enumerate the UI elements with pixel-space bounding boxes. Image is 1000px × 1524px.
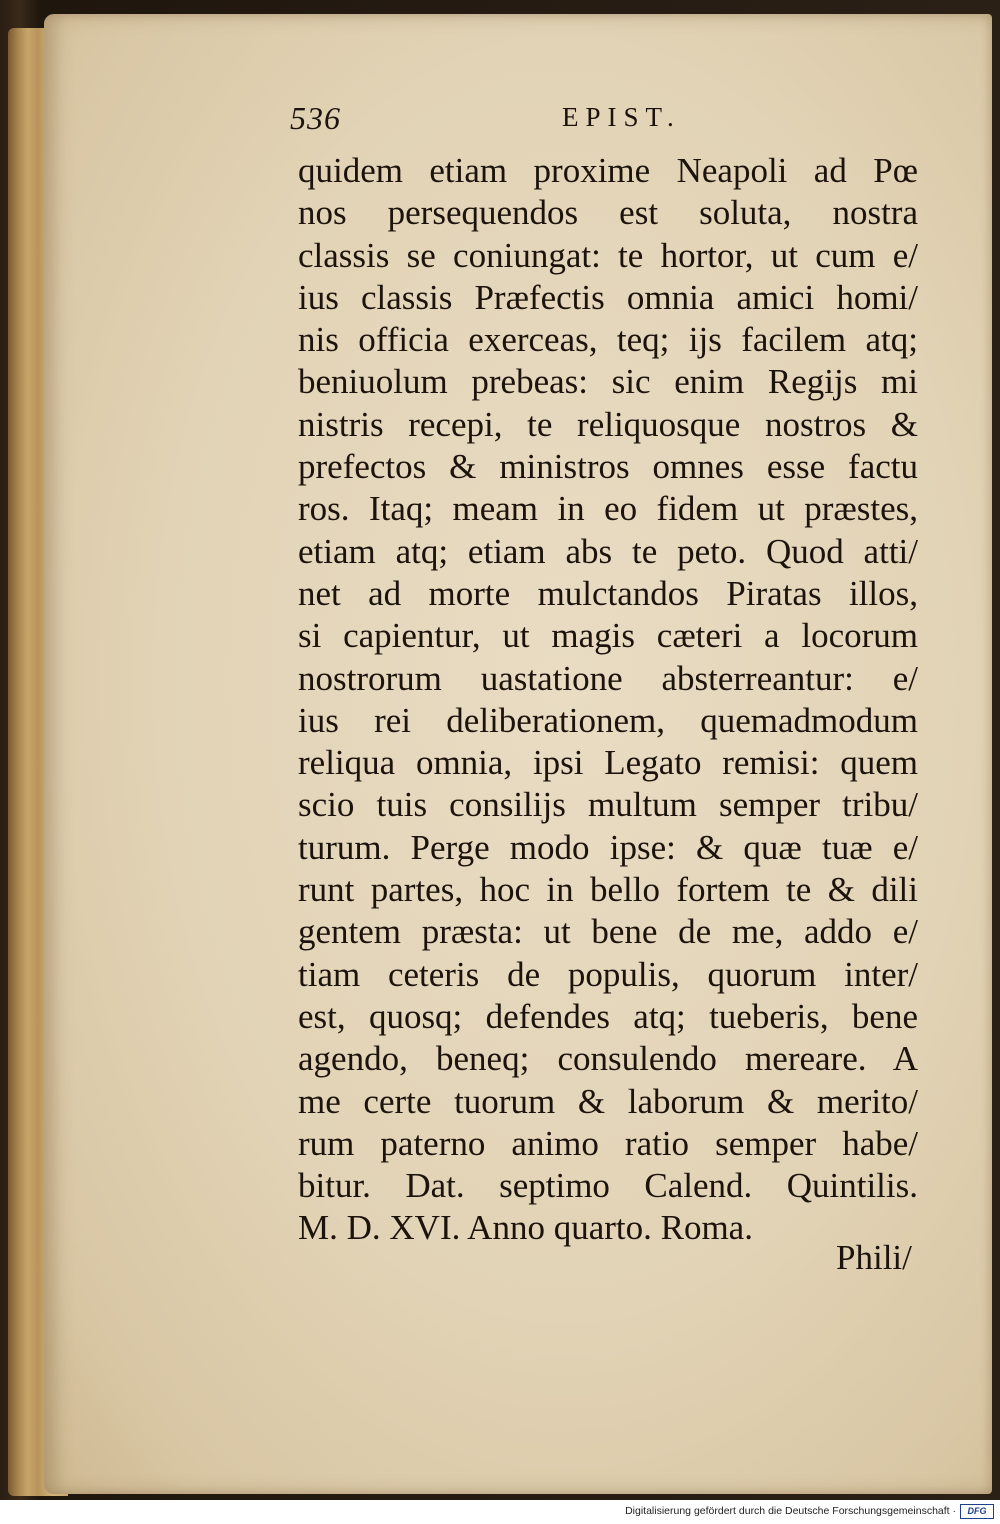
text-line: bitur. Dat. septimo Calend. Quintilis. xyxy=(298,1166,918,1206)
text-line: turum. Perge modo ipse: & quæ tuæ e/ xyxy=(298,827,918,867)
text-line: me certe tuorum & laborum & merito/ xyxy=(298,1081,918,1121)
text-line: scio tuis consilijs multum semper tribu/ xyxy=(298,785,918,825)
text-line: nostrorum uastatione absterreantur: e/ xyxy=(298,658,918,698)
header-title: EPIST. xyxy=(562,102,681,132)
text-block xyxy=(298,150,938,1250)
catchword: Phili/ xyxy=(836,1238,912,1277)
text-line: beniuolum prebeas: sic enim Regijs mi xyxy=(298,362,918,402)
text-line: reliqua omnia, ipsi Legato remisi: quem xyxy=(298,743,918,783)
text-line: prefectos & ministros omnes esse factu xyxy=(298,447,918,487)
page-number: 536 xyxy=(290,100,341,136)
text-line: ius rei deliberationem, quemadmodum xyxy=(298,700,918,740)
text-line: si capientur, ut magis cæteri a locorum xyxy=(298,616,918,656)
text-line: gentem præsta: ut bene de me, addo e/ xyxy=(298,912,918,952)
text-line: net ad morte mulctandos Piratas illos, xyxy=(298,573,918,613)
text-line: nistris recepi, te reliquosque nostros & xyxy=(298,404,918,444)
footer-strip xyxy=(0,1500,1000,1524)
text-line: nos persequendos est soluta, nostra xyxy=(298,193,918,233)
text-line: tiam ceteris de populis, quorum inter/ xyxy=(298,954,918,994)
running-head xyxy=(290,100,730,140)
text-line: rum paterno animo ratio semper habe/ xyxy=(298,1123,918,1163)
text-line: ros. Itaq; meam in eo fidem ut præstes, xyxy=(298,489,918,529)
footer-credit: Digitalisierung gefördert durch die Deutsche Forschungsgemeinschaft · xyxy=(625,1505,956,1517)
text-line: classis se coniungat: te hortor, ut cum e/ xyxy=(298,235,918,275)
text-line: runt partes, hoc in bello fortem te & dili xyxy=(298,870,918,910)
text-line: nis officia exerceas, teq; ijs facilem atq; xyxy=(298,320,918,360)
text-line: etiam atq; etiam abs te peto. Quod atti/ xyxy=(298,531,918,571)
text-line: agendo, beneq; consulendo mereare. A xyxy=(298,1039,918,1079)
text-line: quidem etiam proxime Neapoli ad Pœ xyxy=(298,151,918,190)
dfg-logo: DFG xyxy=(960,1504,994,1519)
text-line: ius classis Præfectis omnia amici homi/ xyxy=(298,277,918,317)
text-line: M. D. XVI. Anno quarto. Roma. xyxy=(298,1208,753,1248)
text-line: est, quosq; defendes atq; tueberis, bene xyxy=(298,996,918,1036)
